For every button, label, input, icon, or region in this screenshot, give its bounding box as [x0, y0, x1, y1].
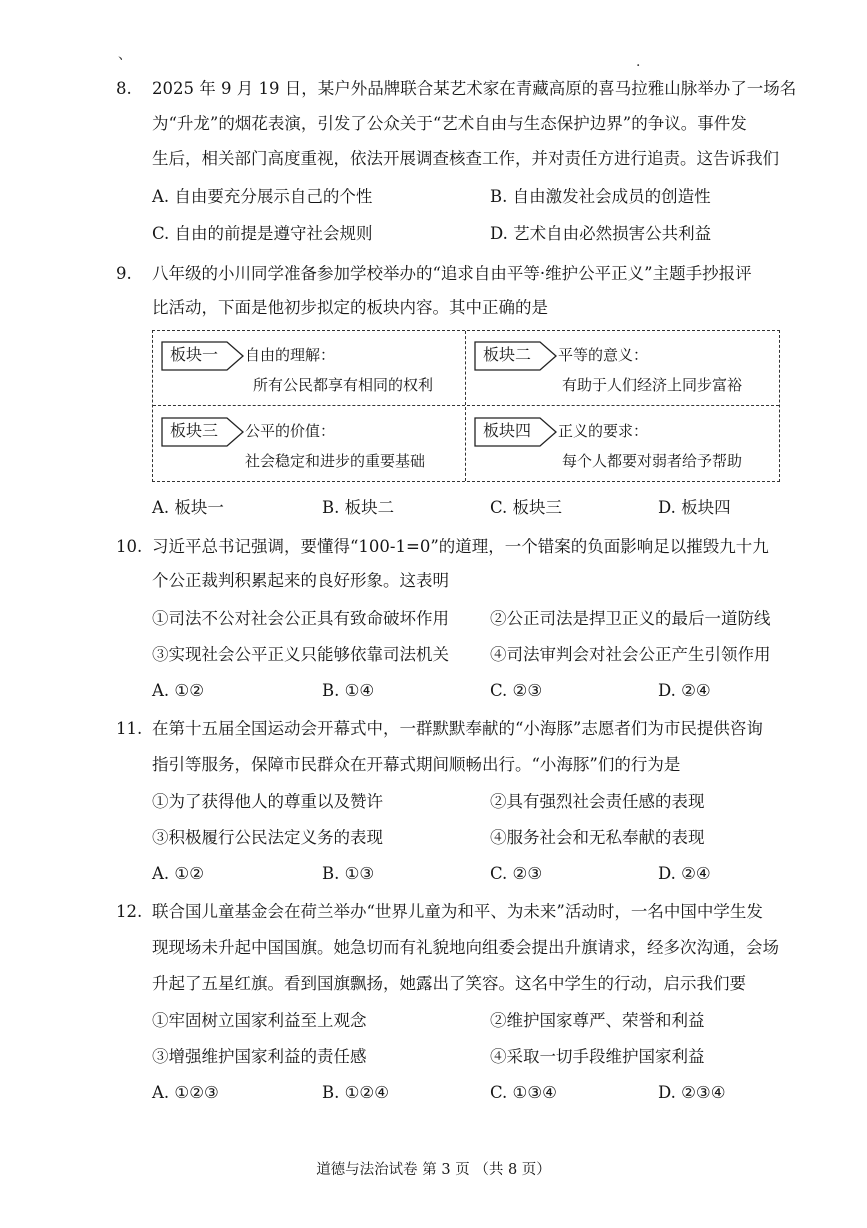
option-c: C. 自由的前提是遵守社会规则 — [152, 224, 373, 243]
board-tag-arrow — [161, 417, 235, 445]
board-tag-arrow — [474, 417, 548, 445]
statement-1: ①牢固树立国家利益至上观念 — [152, 1011, 367, 1030]
board-body: 每个人都要对弱者给予帮助 — [562, 452, 743, 470]
page-footer: 道德与法治试卷 第 3 页 （共 8 页） — [316, 1162, 551, 1178]
board-tag-label: 板块四 — [483, 421, 532, 440]
statement-1: ①为了获得他人的尊重以及赞许 — [152, 792, 383, 811]
option-a: A. 板块一 — [152, 498, 224, 517]
board-tag-label: 板块一 — [170, 345, 219, 364]
board-title: 平等的意义： — [558, 346, 649, 364]
question-stem-line: 在第十五届全国运动会开幕式中，一群默默奉献的“小海豚”志愿者们为市民提供咨询 — [152, 719, 763, 738]
question-stem-line: 为“升龙”的烟花表演，引发了公众关于“艺术自由与生态保护边界”的争议。事件发 — [152, 114, 747, 133]
statement-2: ②公正司法是捍卫正义的最后一道防线 — [490, 609, 771, 628]
option-a: A. ①② — [152, 864, 204, 883]
board-cell-2 — [466, 331, 778, 405]
statement-4: ④司法审判会对社会公正产生引领作用 — [490, 645, 771, 664]
question-stem-line: 生后，相关部门高度重视，依法开展调查核查工作，并对责任方进行追责。这告诉我们 — [152, 149, 779, 168]
option-b: B. ①③ — [322, 864, 375, 883]
question-stem-line: 比活动，下面是他初步拟定的板块内容。其中正确的是 — [152, 298, 548, 317]
board-tag-label: 板块二 — [483, 345, 532, 364]
statement-4: ④采取一切手段维护国家利益 — [490, 1047, 705, 1066]
question-number: 11. — [116, 719, 143, 738]
statement-4: ④服务社会和无私奉献的表现 — [490, 828, 705, 847]
board-title: 正义的要求： — [558, 422, 649, 440]
option-c: C. ②③ — [490, 681, 543, 700]
statement-3: ③增强维护国家利益的责任感 — [152, 1047, 367, 1066]
option-b: B. 板块二 — [322, 498, 395, 517]
question-stem-line: 习近平总书记强调，要懂得“100-1=0”的道理，一个错案的负面影响足以摧毁九十九 — [152, 537, 769, 556]
option-a: A. ①② — [152, 681, 204, 700]
question-stem-line: 2025 年 9 月 19 日，某户外品牌联合某艺术家在青藏高原的喜马拉雅山脉举办了一场名 — [152, 79, 797, 98]
board-tag-label: 板块三 — [170, 421, 219, 440]
option-c: C. ②③ — [490, 864, 543, 883]
option-c: C. 板块三 — [490, 498, 563, 517]
board-cell-4 — [466, 407, 778, 481]
question-stem-line: 联合国儿童基金会在荷兰举办“世界儿童为和平、为未来”活动时，一名中国中学生发 — [152, 902, 763, 921]
option-d: D. 板块四 — [658, 498, 731, 517]
question-stem-line: 八年级的小川同学准备参加学校举办的“追求自由平等·维护公平正义”主题手抄报评 — [152, 264, 752, 283]
option-b: B. ①④ — [322, 681, 375, 700]
option-a: A. 自由要充分展示自己的个性 — [152, 187, 373, 206]
question-stem-line: 升起了五星红旗。看到国旗飘扬，她露出了笑容。这名中学生的行动，启示我们要 — [152, 974, 746, 993]
board-tag-arrow — [161, 341, 235, 369]
statement-3: ③实现社会公平正义只能够依靠司法机关 — [152, 645, 449, 664]
option-b: B. 自由激发社会成员的创造性 — [490, 187, 711, 206]
board-cell-3 — [153, 407, 465, 481]
board-title: 自由的理解： — [245, 346, 336, 364]
statement-2: ②维护国家尊严、荣誉和利益 — [490, 1011, 705, 1030]
board-grid — [152, 330, 780, 482]
board-body: 有助于人们经济上同步富裕 — [562, 376, 743, 394]
statement-1: ①司法不公对社会公正具有致命破坏作用 — [152, 609, 449, 628]
option-d: D. ②④ — [658, 864, 711, 883]
question-stem-line: 现现场未升起中国国旗。她急切而有礼貌地向组委会提出升旗请求，经多次沟通，会场 — [152, 938, 779, 957]
board-tag-arrow — [474, 341, 548, 369]
board-title: 公平的价值： — [245, 422, 336, 440]
option-d: D. 艺术自由必然损害公共利益 — [490, 224, 712, 243]
board-body: 所有公民都享有相同的权利 — [253, 376, 434, 394]
option-d: D. ②③④ — [658, 1083, 726, 1102]
option-d: D. ②④ — [658, 681, 711, 700]
question-number: 9. — [116, 264, 132, 283]
question-number: 8. — [116, 79, 132, 98]
statement-3: ③积极履行公民法定义务的表现 — [152, 828, 383, 847]
option-b: B. ①②④ — [322, 1083, 389, 1102]
statement-2: ②具有强烈社会责任感的表现 — [490, 792, 705, 811]
option-a: A. ①②③ — [152, 1083, 219, 1102]
question-stem-line: 个公正裁判积累起来的良好形象。这表明 — [152, 571, 449, 590]
stray-dot: · — [636, 58, 641, 74]
grid-divider-horizontal — [153, 405, 779, 406]
board-body: 社会稳定和进步的重要基础 — [245, 452, 426, 470]
question-number: 10. — [116, 537, 143, 556]
stray-mark: 、 — [118, 47, 132, 63]
question-stem-line: 指引等服务，保障市民群众在开幕式期间顺畅出行。“小海豚”们的行为是 — [152, 755, 681, 774]
option-c: C. ①③④ — [490, 1083, 557, 1102]
board-cell-1 — [153, 331, 465, 405]
question-number: 12. — [116, 902, 143, 921]
